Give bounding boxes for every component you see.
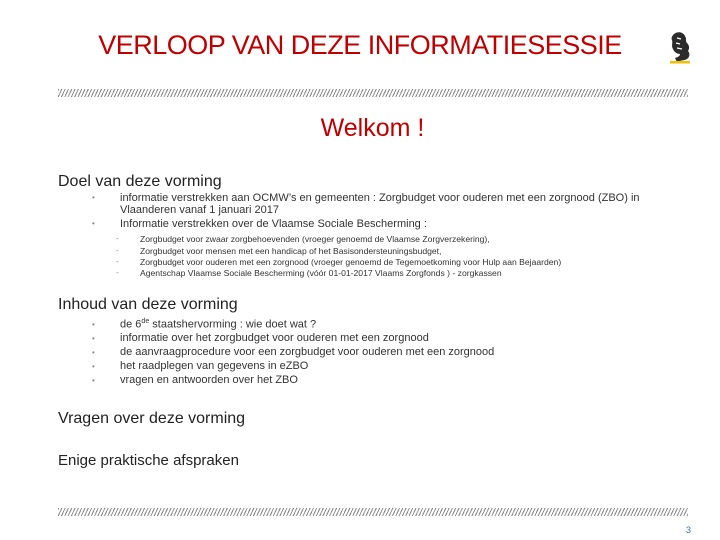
- bullet-icon: •: [92, 219, 95, 228]
- bottom-divider: [58, 508, 688, 516]
- section-heading-inhoud: Inhoud van deze vorming: [58, 296, 238, 313]
- inhoud-item-3: de aanvraagprocedure voor een zorgbudget voor ouderen met een zorgnood: [120, 346, 495, 358]
- top-divider: [58, 89, 688, 97]
- doel-bullet-2: Informatie verstrekken over de Vlaamse Sociale Bescherming :: [120, 218, 427, 230]
- doel-subitem-2: Zorgbudget voor mensen met een handicap of het Basisondersteuningsbudget,: [140, 246, 442, 256]
- bullet-icon: •: [92, 320, 95, 329]
- doel-subitem-4: Agentschap Vlaamse Sociale Bescherming (vóór 01-01-2017 Vlaams Zorgfonds ) - zorgkassen: [140, 268, 502, 278]
- bullet-icon: •: [92, 348, 95, 357]
- welcome-heading: Welkom !: [320, 114, 425, 142]
- page-number: 3: [686, 525, 692, 535]
- bullet-icon: •: [92, 376, 95, 385]
- section-heading-doel: Doel van deze vorming: [58, 173, 222, 190]
- section-heading-afspraken: Enige praktische afspraken: [58, 452, 239, 469]
- dash-bullet-icon: -: [116, 246, 119, 255]
- inhoud-item-5: vragen en antwoorden over het ZBO: [120, 374, 298, 386]
- flemish-lion-logo-icon: [668, 30, 692, 64]
- inhoud-item-1: de 6de staatshervorming : wie doet wat ?: [120, 318, 317, 331]
- doel-subitem-3: Zorgbudget voor ouderen met een zorgnood (vroeger genoemd de Tegemoetkoming voor Hulp aan Bejaarden): [140, 257, 562, 267]
- inhoud-item-2: informatie over het zorgbudget voor ouderen met een zorgnood: [120, 332, 429, 344]
- dash-bullet-icon: -: [116, 234, 119, 243]
- inhoud-item-4: het raadplegen van gegevens in eZBO: [120, 360, 309, 372]
- section-heading-vragen: Vragen over deze vorming: [58, 410, 246, 427]
- bullet-icon: •: [92, 362, 95, 371]
- page-title: VERLOOP VAN DEZE INFORMATIESESSIE: [98, 30, 622, 60]
- bullet-icon: •: [92, 334, 95, 343]
- bullet-icon: •: [92, 193, 95, 202]
- dash-bullet-icon: -: [116, 268, 119, 277]
- dash-bullet-icon: -: [116, 257, 119, 266]
- doel-subitem-1: Zorgbudget voor zwaar zorgbehoevenden (vroeger genoemd de Vlaamse Zorgverzekering),: [140, 234, 490, 244]
- doel-bullet-1: informatie verstrekken aan OCMW’s en gemeenten : Zorgbudget voor ouderen met een zorgnood (ZBO) in Vlaanderen vanaf 1 januari 2017: [120, 192, 640, 216]
